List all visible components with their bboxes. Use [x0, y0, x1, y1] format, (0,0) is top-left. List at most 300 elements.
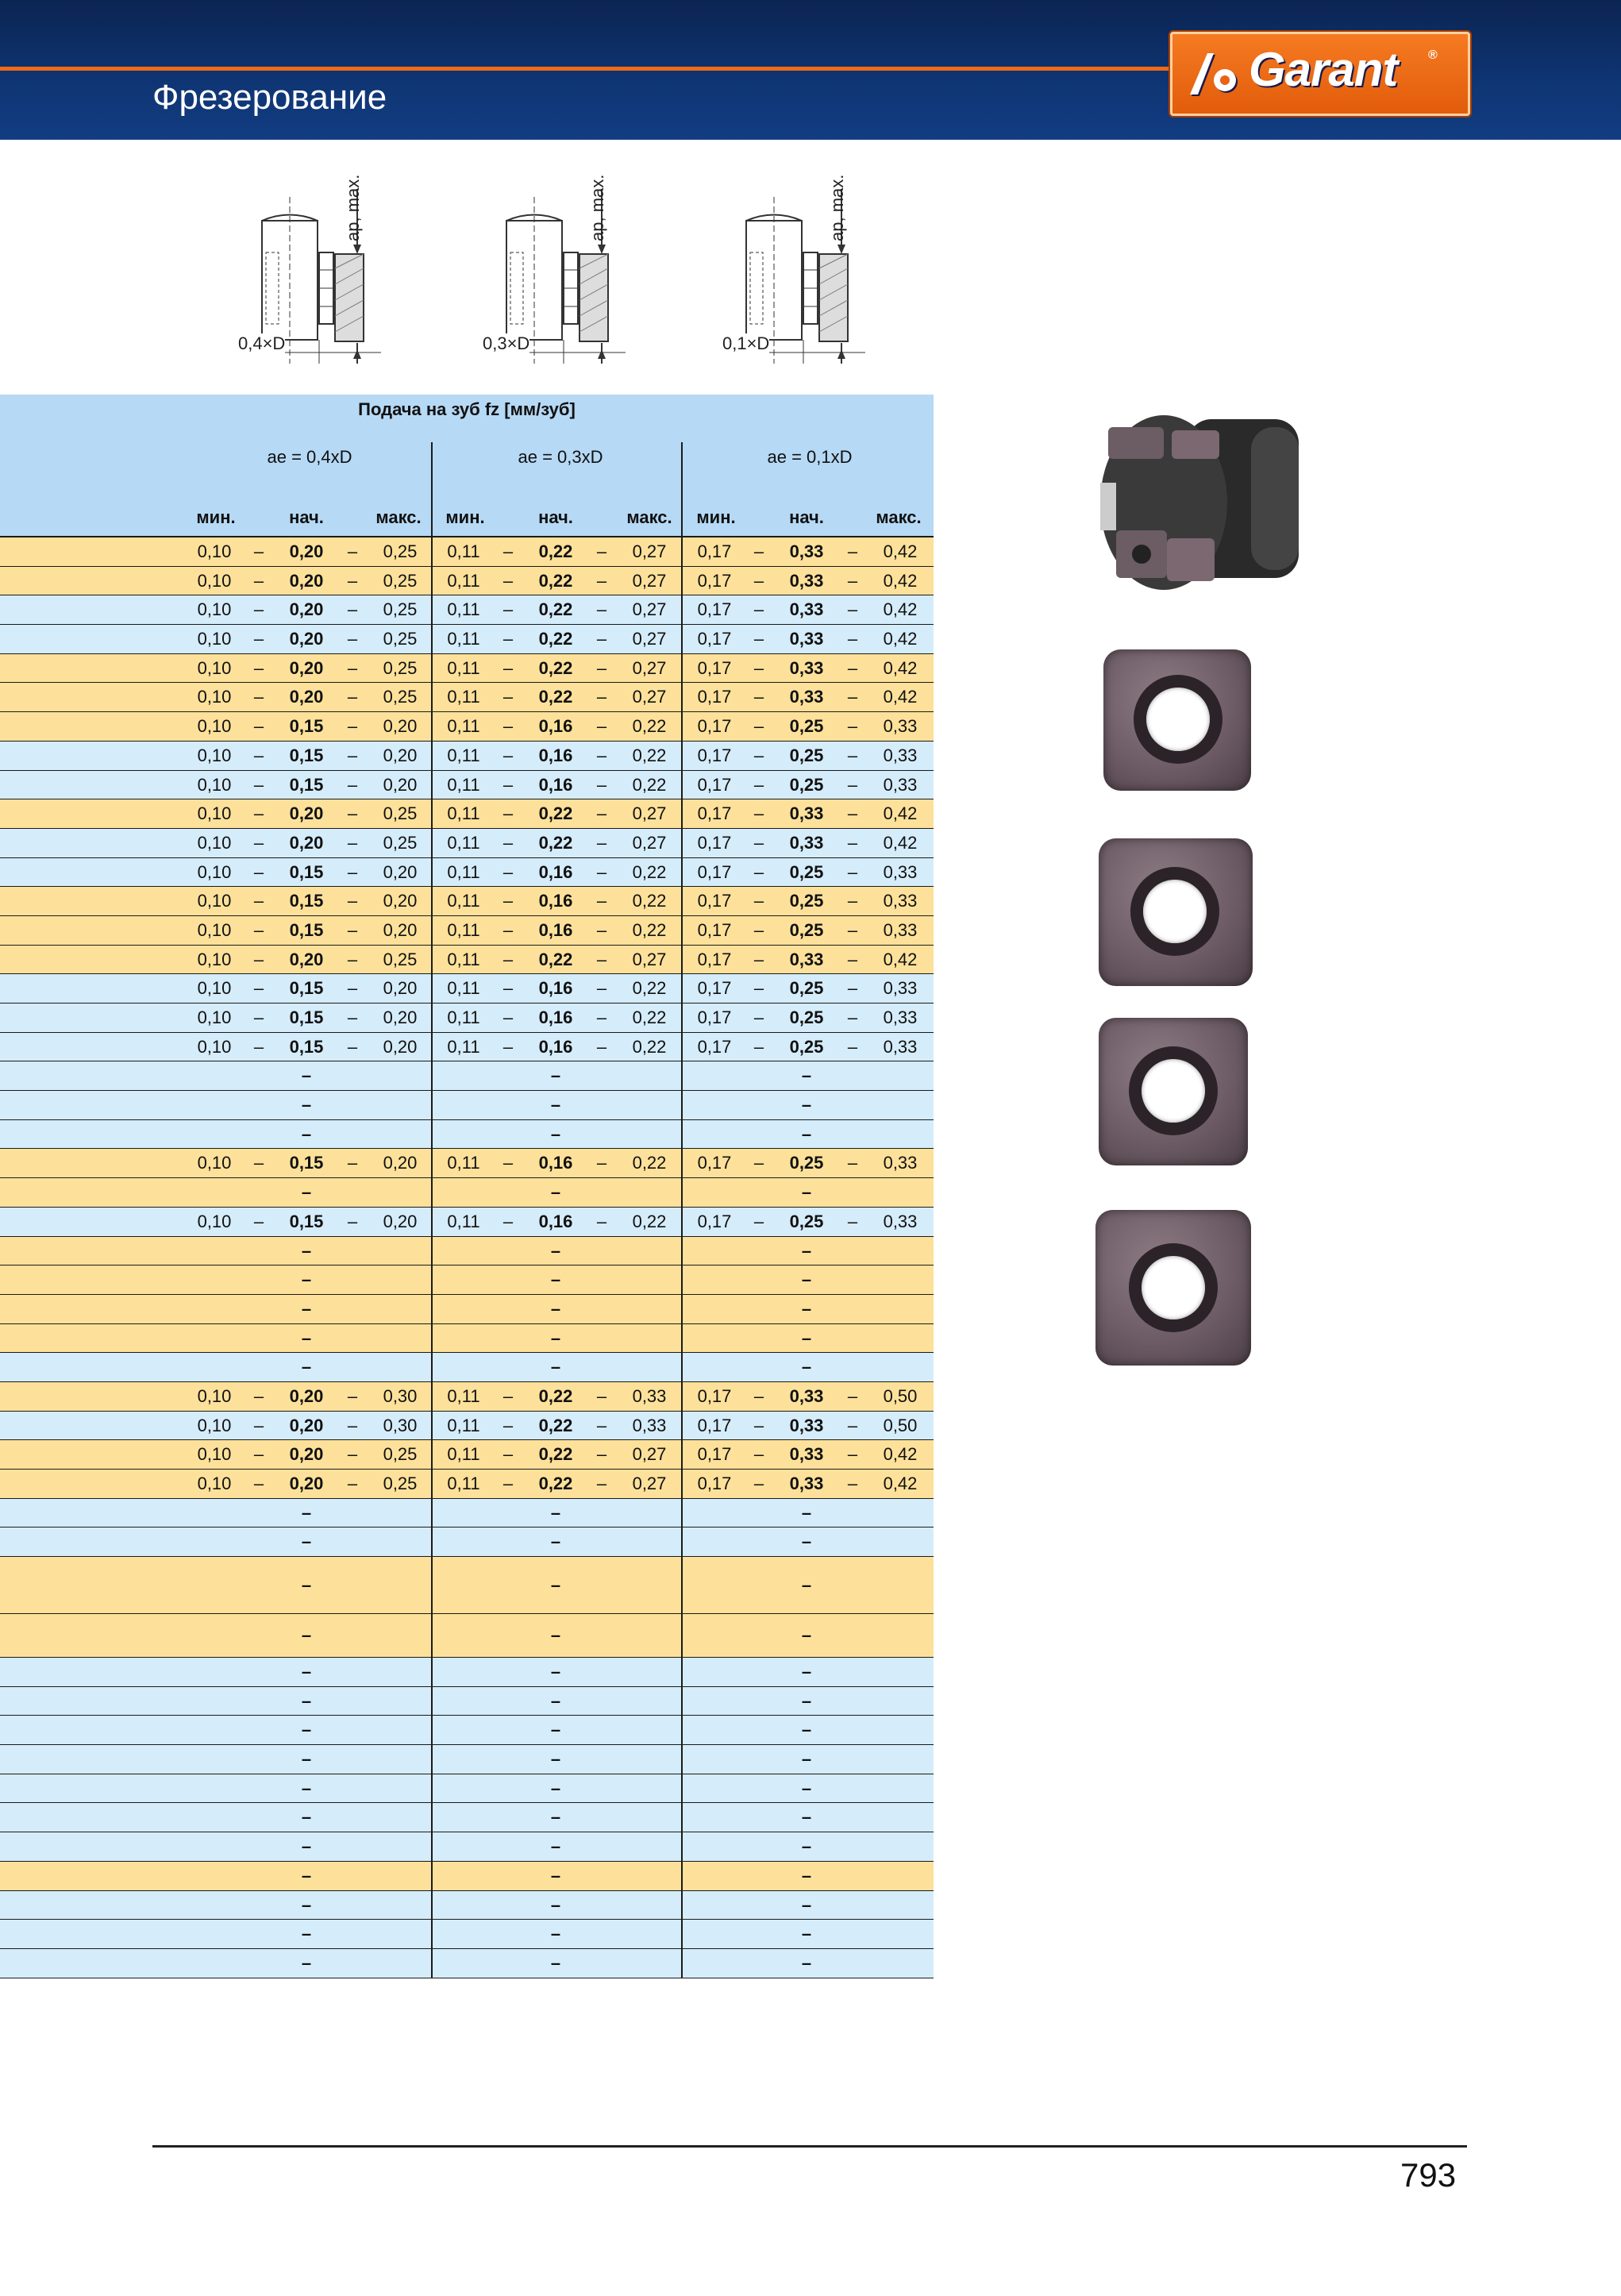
- milling-cutter-icon: [1092, 403, 1303, 602]
- table-row: [0, 537, 934, 567]
- range-dash: –: [753, 1444, 764, 1465]
- cell-start: 0,25: [789, 919, 824, 940]
- range-dash: –: [253, 803, 264, 824]
- range-dash: –: [502, 978, 514, 999]
- column-separator: [681, 1716, 683, 1744]
- cell-max: 0,25: [383, 687, 418, 707]
- range-dash: –: [502, 832, 514, 853]
- empty-value-dash: –: [801, 1807, 812, 1828]
- range-dash: –: [753, 1474, 764, 1493]
- range-dash: –: [502, 1153, 514, 1173]
- column-separator: [681, 1324, 683, 1353]
- column-subheader: нач.: [289, 507, 324, 527]
- range-dash: –: [596, 919, 607, 940]
- range-dash: –: [502, 570, 514, 591]
- cell-min: 0,17: [697, 1444, 732, 1465]
- range-dash: –: [753, 629, 764, 649]
- range-dash: –: [347, 541, 358, 561]
- cell-min: 0,11: [447, 629, 480, 649]
- table-row: [0, 799, 934, 829]
- column-separator: [681, 1295, 683, 1323]
- insert-hole: [1142, 1059, 1205, 1123]
- empty-value-dash: –: [801, 1865, 812, 1886]
- table-row: [0, 1499, 934, 1528]
- cell-min: 0,17: [697, 687, 732, 707]
- cell-start: 0,33: [789, 1474, 824, 1493]
- column-separator: [681, 1920, 683, 1948]
- range-dash: –: [502, 891, 514, 911]
- milling-cutter-image: [1092, 403, 1303, 602]
- cell-start: 0,22: [538, 1415, 573, 1435]
- engagement-width-label: 0,4×D: [238, 333, 286, 353]
- column-separator: [431, 1265, 433, 1294]
- range-dash: –: [347, 745, 358, 765]
- range-dash: –: [753, 919, 764, 940]
- empty-value-dash: –: [301, 1327, 312, 1348]
- table-row: [0, 1120, 934, 1150]
- table-row: [0, 1004, 934, 1033]
- garant-logo: [1170, 32, 1470, 116]
- cell-min: 0,17: [697, 774, 732, 795]
- cell-start: 0,25: [789, 891, 824, 911]
- empty-value-dash: –: [801, 1269, 812, 1290]
- cell-min: 0,10: [197, 774, 232, 795]
- range-dash: –: [847, 919, 858, 940]
- cell-min: 0,10: [197, 949, 232, 969]
- table-row: [0, 1149, 934, 1178]
- table-row: [0, 1295, 934, 1324]
- range-dash: –: [347, 949, 358, 969]
- column-separator: [431, 1353, 433, 1381]
- empty-value-dash: –: [550, 1123, 561, 1144]
- empty-value-dash: –: [550, 1357, 561, 1377]
- cell-min: 0,11: [447, 657, 480, 678]
- table-row: [0, 1557, 934, 1614]
- empty-value-dash: –: [550, 1269, 561, 1290]
- column-separator: [681, 1614, 683, 1657]
- cell-start: 0,33: [789, 1415, 824, 1435]
- cell-start: 0,15: [289, 774, 324, 795]
- cell-start: 0,33: [789, 570, 824, 591]
- range-dash: –: [753, 599, 764, 620]
- cell-max: 0,20: [383, 774, 418, 795]
- cell-start: 0,16: [538, 1036, 573, 1057]
- cell-start: 0,33: [789, 1444, 824, 1465]
- section-title: Фрезерование: [152, 78, 387, 117]
- empty-value-dash: –: [550, 1865, 561, 1886]
- cell-max: 0,33: [883, 1036, 918, 1057]
- range-dash: –: [502, 1007, 514, 1027]
- range-dash: –: [253, 570, 264, 591]
- cell-max: 0,42: [883, 1444, 918, 1465]
- empty-value-dash: –: [301, 1625, 312, 1646]
- cell-min: 0,10: [197, 1385, 232, 1406]
- insert-image-2: [1099, 838, 1253, 986]
- range-dash: –: [253, 541, 264, 561]
- empty-value-dash: –: [550, 1327, 561, 1348]
- cell-start: 0,22: [538, 803, 573, 824]
- column-separator: [681, 1527, 683, 1556]
- table-row: [0, 1920, 934, 1949]
- column-subheader: мин.: [696, 507, 736, 527]
- table-title-text: Подача на зуб fz [мм/зуб]: [358, 399, 576, 419]
- max-depth-label: ap, max.: [343, 174, 363, 241]
- range-dash: –: [502, 774, 514, 795]
- range-dash: –: [253, 745, 264, 765]
- range-dash: –: [847, 657, 858, 678]
- cell-max: 0,27: [632, 687, 667, 707]
- engagement-diagram: [722, 165, 881, 372]
- column-separator: [431, 1920, 433, 1948]
- cell-max: 0,33: [883, 978, 918, 999]
- table-row: [0, 742, 934, 771]
- cell-start: 0,20: [289, 570, 324, 591]
- empty-value-dash: –: [801, 1065, 812, 1086]
- empty-value-dash: –: [801, 1182, 812, 1203]
- cell-start: 0,33: [789, 949, 824, 969]
- engagement-diagram: [483, 165, 641, 372]
- cell-start: 0,20: [289, 1415, 324, 1435]
- cell-start: 0,15: [289, 1007, 324, 1027]
- column-separator: [431, 1949, 433, 1978]
- empty-value-dash: –: [301, 1836, 312, 1857]
- range-dash: –: [253, 949, 264, 969]
- table-row: [0, 1091, 934, 1120]
- empty-value-dash: –: [801, 1123, 812, 1144]
- cell-min: 0,10: [197, 919, 232, 940]
- table-row: [0, 1470, 934, 1499]
- cell-start: 0,22: [538, 629, 573, 649]
- empty-value-dash: –: [801, 1924, 812, 1944]
- cell-max: 0,22: [632, 891, 667, 911]
- cell-max: 0,42: [883, 599, 918, 620]
- range-dash: –: [753, 1415, 764, 1435]
- empty-value-dash: –: [301, 1894, 312, 1915]
- column-separator: [431, 1091, 433, 1119]
- range-dash: –: [847, 570, 858, 591]
- range-dash: –: [847, 949, 858, 969]
- cell-max: 0,25: [383, 541, 418, 561]
- cell-max: 0,42: [883, 687, 918, 707]
- cell-start: 0,33: [789, 599, 824, 620]
- cell-min: 0,11: [447, 1007, 480, 1027]
- cell-min: 0,17: [697, 978, 732, 999]
- insert-image-1: [1103, 649, 1251, 791]
- empty-value-dash: –: [550, 1065, 561, 1086]
- range-dash: –: [753, 949, 764, 969]
- table-row: [0, 1178, 934, 1208]
- cell-start: 0,20: [289, 541, 324, 561]
- cell-start: 0,33: [789, 541, 824, 561]
- range-dash: –: [847, 1474, 858, 1493]
- cell-max: 0,25: [383, 657, 418, 678]
- cell-start: 0,15: [289, 891, 324, 911]
- column-separator: [681, 1061, 683, 1090]
- cell-max: 0,22: [632, 1153, 667, 1173]
- insert-hole: [1143, 880, 1207, 943]
- cell-start: 0,22: [538, 657, 573, 678]
- cell-start: 0,22: [538, 599, 573, 620]
- cell-max: 0,20: [383, 1036, 418, 1057]
- cell-start: 0,20: [289, 1444, 324, 1465]
- range-dash: –: [253, 832, 264, 853]
- table-row: [0, 1832, 934, 1862]
- range-dash: –: [847, 716, 858, 737]
- cell-max: 0,27: [632, 599, 667, 620]
- cell-min: 0,10: [197, 891, 232, 911]
- cell-start: 0,16: [538, 1007, 573, 1027]
- range-dash: –: [847, 891, 858, 911]
- range-dash: –: [253, 1007, 264, 1027]
- range-dash: –: [596, 774, 607, 795]
- empty-value-dash: –: [550, 1952, 561, 1973]
- cell-min: 0,10: [197, 570, 232, 591]
- cell-max: 0,50: [883, 1385, 918, 1406]
- empty-value-dash: –: [301, 1357, 312, 1377]
- cell-max: 0,27: [632, 1474, 667, 1493]
- insert-hole: [1146, 688, 1210, 751]
- cell-start: 0,15: [289, 716, 324, 737]
- cell-max: 0,33: [883, 891, 918, 911]
- cell-start: 0,22: [538, 687, 573, 707]
- engagement-width-label: 0,3×D: [483, 333, 530, 353]
- cell-min: 0,11: [447, 861, 480, 882]
- cell-min: 0,17: [697, 919, 732, 940]
- column-separator: [681, 1687, 683, 1716]
- table-row: [0, 1324, 934, 1354]
- range-dash: –: [347, 803, 358, 824]
- cell-start: 0,20: [289, 803, 324, 824]
- cell-start: 0,20: [289, 629, 324, 649]
- column-separator: [681, 1237, 683, 1265]
- cell-min: 0,11: [447, 1036, 480, 1057]
- table-row: [0, 595, 934, 625]
- column-separator: [431, 1499, 433, 1527]
- empty-value-dash: –: [801, 1240, 812, 1261]
- cell-start: 0,20: [289, 949, 324, 969]
- range-dash: –: [847, 1007, 858, 1027]
- range-dash: –: [502, 1415, 514, 1435]
- cell-start: 0,22: [538, 1444, 573, 1465]
- cell-start: 0,22: [538, 541, 573, 561]
- cell-start: 0,25: [789, 1211, 824, 1231]
- table-row: [0, 1891, 934, 1920]
- cell-start: 0,20: [289, 1474, 324, 1493]
- cell-max: 0,22: [632, 919, 667, 940]
- column-separator: [431, 1061, 433, 1090]
- cell-min: 0,11: [447, 949, 480, 969]
- cell-max: 0,33: [883, 919, 918, 940]
- empty-value-dash: –: [550, 1575, 561, 1596]
- range-dash: –: [847, 1444, 858, 1465]
- column-subheader: нач.: [538, 507, 573, 527]
- max-depth-label: ap, max.: [587, 174, 607, 241]
- cell-start: 0,33: [789, 629, 824, 649]
- table-row: [0, 1862, 934, 1891]
- cell-min: 0,11: [447, 541, 480, 561]
- range-dash: –: [847, 1415, 858, 1435]
- cell-max: 0,27: [632, 541, 667, 561]
- cell-max: 0,27: [632, 629, 667, 649]
- cell-min: 0,17: [697, 657, 732, 678]
- column-separator: [681, 1499, 683, 1527]
- cell-start: 0,25: [789, 1007, 824, 1027]
- range-dash: –: [596, 803, 607, 824]
- cell-max: 0,25: [383, 570, 418, 591]
- cell-start: 0,22: [538, 832, 573, 853]
- empty-value-dash: –: [550, 1894, 561, 1915]
- cell-max: 0,20: [383, 891, 418, 911]
- cell-max: 0,22: [632, 861, 667, 882]
- cell-start: 0,25: [789, 774, 824, 795]
- table-header: [0, 395, 934, 537]
- empty-value-dash: –: [550, 1749, 561, 1770]
- cell-min: 0,10: [197, 629, 232, 649]
- range-dash: –: [596, 541, 607, 561]
- cell-max: 0,22: [632, 774, 667, 795]
- empty-value-dash: –: [301, 1531, 312, 1552]
- range-dash: –: [753, 1036, 764, 1057]
- empty-value-dash: –: [801, 1531, 812, 1552]
- empty-value-dash: –: [801, 1836, 812, 1857]
- cell-min: 0,11: [447, 774, 480, 795]
- column-separator: [681, 1557, 683, 1613]
- empty-value-dash: –: [550, 1531, 561, 1552]
- cell-start: 0,16: [538, 1211, 573, 1231]
- range-dash: –: [596, 629, 607, 649]
- table-row: [0, 1440, 934, 1470]
- range-dash: –: [253, 978, 264, 999]
- cell-start: 0,22: [538, 570, 573, 591]
- empty-value-dash: –: [301, 1952, 312, 1973]
- cell-max: 0,25: [383, 803, 418, 824]
- table-row: [0, 1745, 934, 1774]
- table-row: [0, 683, 934, 712]
- cell-min: 0,11: [447, 716, 480, 737]
- empty-value-dash: –: [801, 1952, 812, 1973]
- cell-start: 0,33: [789, 1385, 824, 1406]
- range-dash: –: [347, 832, 358, 853]
- empty-value-dash: –: [301, 1240, 312, 1261]
- cell-min: 0,11: [447, 1444, 480, 1465]
- column-subheader: нач.: [789, 507, 824, 527]
- column-subheader: макс.: [876, 507, 922, 527]
- range-dash: –: [753, 1385, 764, 1406]
- empty-value-dash: –: [301, 1095, 312, 1115]
- cell-min: 0,11: [447, 570, 480, 591]
- range-dash: –: [347, 891, 358, 911]
- cell-min: 0,11: [447, 687, 480, 707]
- empty-value-dash: –: [301, 1690, 312, 1711]
- range-dash: –: [502, 541, 514, 561]
- range-dash: –: [502, 599, 514, 620]
- range-dash: –: [596, 891, 607, 911]
- cell-min: 0,11: [447, 745, 480, 765]
- cell-max: 0,20: [383, 919, 418, 940]
- cell-max: 0,22: [632, 1211, 667, 1231]
- empty-value-dash: –: [550, 1836, 561, 1857]
- cell-max: 0,27: [632, 832, 667, 853]
- range-dash: –: [753, 541, 764, 561]
- cell-start: 0,15: [289, 861, 324, 882]
- cell-min: 0,10: [197, 599, 232, 620]
- cell-min: 0,17: [697, 891, 732, 911]
- range-dash: –: [502, 861, 514, 882]
- range-dash: –: [596, 1036, 607, 1057]
- table-row: [0, 1527, 934, 1557]
- column-separator: [681, 1178, 683, 1207]
- range-dash: –: [253, 1415, 264, 1435]
- range-dash: –: [253, 687, 264, 707]
- range-dash: –: [596, 1153, 607, 1173]
- range-dash: –: [502, 803, 514, 824]
- column-separator: [681, 1891, 683, 1920]
- cell-start: 0,33: [789, 657, 824, 678]
- range-dash: –: [253, 1211, 264, 1231]
- table-row: [0, 1237, 934, 1266]
- cell-start: 0,16: [538, 978, 573, 999]
- range-dash: –: [253, 716, 264, 737]
- range-dash: –: [253, 1444, 264, 1465]
- empty-value-dash: –: [801, 1502, 812, 1523]
- cell-min: 0,17: [697, 629, 732, 649]
- cell-min: 0,11: [447, 803, 480, 824]
- column-separator: [431, 1774, 433, 1803]
- column-separator: [681, 1265, 683, 1294]
- cell-start: 0,16: [538, 891, 573, 911]
- empty-value-dash: –: [550, 1625, 561, 1646]
- cell-max: 0,27: [632, 657, 667, 678]
- empty-value-dash: –: [801, 1095, 812, 1115]
- empty-value-dash: –: [301, 1778, 312, 1798]
- cell-max: 0,33: [632, 1415, 667, 1435]
- table-row: [0, 1716, 934, 1745]
- cell-max: 0,33: [883, 1211, 918, 1231]
- cell-min: 0,10: [197, 1036, 232, 1057]
- range-dash: –: [502, 745, 514, 765]
- empty-value-dash: –: [801, 1690, 812, 1711]
- range-dash: –: [347, 599, 358, 620]
- range-dash: –: [347, 1211, 358, 1231]
- range-dash: –: [347, 657, 358, 678]
- column-separator: [431, 1687, 433, 1716]
- range-dash: –: [753, 774, 764, 795]
- column-separator: [431, 1745, 433, 1774]
- range-dash: –: [753, 570, 764, 591]
- feed-rate-table: [0, 395, 934, 1978]
- table-row: [0, 625, 934, 654]
- empty-value-dash: –: [550, 1662, 561, 1682]
- cell-min: 0,10: [197, 1415, 232, 1435]
- range-dash: –: [596, 745, 607, 765]
- cell-start: 0,15: [289, 1153, 324, 1173]
- range-dash: –: [753, 1211, 764, 1231]
- table-row: [0, 1061, 934, 1091]
- table-row: [0, 858, 934, 888]
- table-row: [0, 1687, 934, 1716]
- group-header-04: ae = 0,4xD: [267, 447, 352, 467]
- table-row: [0, 916, 934, 946]
- range-dash: –: [502, 1211, 514, 1231]
- cell-min: 0,10: [197, 657, 232, 678]
- column-separator: [431, 1716, 433, 1744]
- cell-start: 0,25: [789, 1036, 824, 1057]
- range-dash: –: [347, 978, 358, 999]
- cell-max: 0,27: [632, 1444, 667, 1465]
- insert-hole: [1142, 1256, 1205, 1319]
- range-dash: –: [596, 1007, 607, 1027]
- range-dash: –: [847, 599, 858, 620]
